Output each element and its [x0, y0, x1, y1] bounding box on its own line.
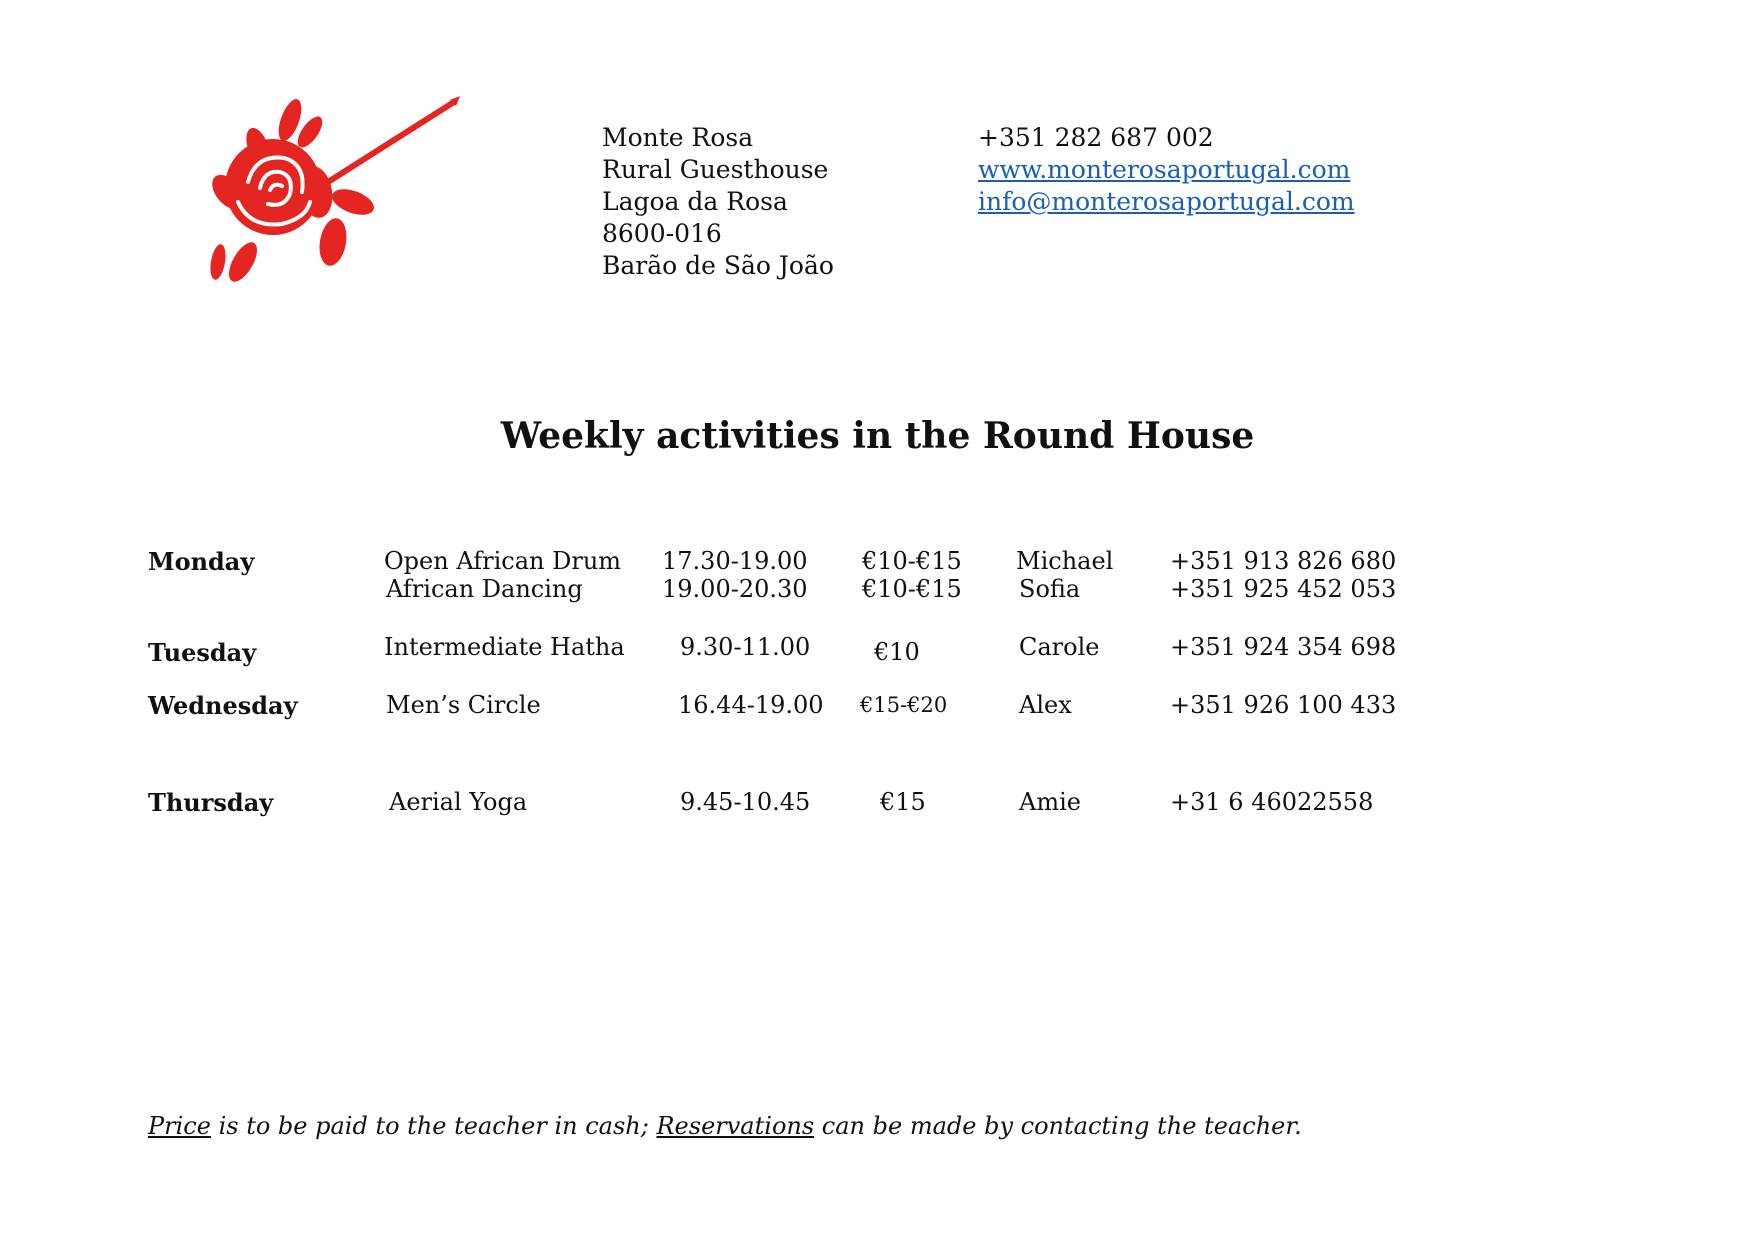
- footer-text: can be made by contacting the teacher.: [814, 1112, 1302, 1140]
- header-phone: +351 282 687 002: [978, 123, 1214, 152]
- address-line: Rural Guesthouse: [602, 155, 829, 184]
- activity-name: African Dancing: [386, 575, 583, 603]
- activity-name: Intermediate Hatha: [384, 633, 625, 661]
- day-label: Tuesday: [148, 638, 257, 667]
- contact-block: [978, 122, 1355, 218]
- price-word: Price: [148, 1112, 211, 1140]
- teacher-phone: +351 924 354 698: [1170, 633, 1397, 661]
- footer-text: is to be paid to the teacher in cash;: [210, 1112, 657, 1140]
- activity-name: Open African Drum: [384, 547, 622, 575]
- teacher-name: Carole: [1019, 633, 1100, 661]
- activity-time: 19.00-20.30: [662, 575, 808, 603]
- address-block: [602, 122, 834, 282]
- teacher-phone: +351 926 100 433: [1170, 691, 1397, 719]
- teacher-phone: +351 925 452 053: [1170, 575, 1397, 603]
- activity-price: €15: [880, 788, 926, 816]
- teacher-name: Sofia: [1019, 575, 1081, 603]
- address-line: 8600-016: [602, 219, 722, 248]
- day-label: Monday: [148, 547, 255, 576]
- teacher-name: Amie: [1019, 788, 1081, 816]
- teacher-phone: +351 913 826 680: [1170, 547, 1397, 575]
- reservations-word: Reservations: [656, 1112, 815, 1140]
- teacher-phone: +31 6 46022558: [1170, 788, 1374, 816]
- page-title: Weekly activities in the Round House: [500, 415, 1255, 457]
- activity-time: 16.44-19.00: [678, 691, 824, 719]
- activity-price: €10-€15: [862, 547, 962, 575]
- address-line: Barão de São João: [602, 251, 834, 280]
- rose-logo-icon: [198, 92, 468, 292]
- activity-name: Men’s Circle: [386, 691, 541, 719]
- activity-price: €10: [874, 638, 920, 666]
- address-line: Lagoa da Rosa: [602, 187, 788, 216]
- website-link[interactable]: www.monterosaportugal.com: [978, 155, 1351, 184]
- activity-price: €15-€20: [860, 693, 948, 717]
- day-label: Thursday: [148, 788, 274, 817]
- activity-name: Aerial Yoga: [389, 788, 528, 816]
- address-line: Monte Rosa: [602, 123, 754, 152]
- activity-price: €10-€15: [862, 575, 962, 603]
- day-label: Wednesday: [148, 691, 298, 720]
- activity-time: 9.30-11.00: [680, 633, 811, 661]
- footer-note: [148, 1112, 1302, 1140]
- activity-time: 17.30-19.00: [662, 547, 808, 575]
- activity-time: 9.45-10.45: [680, 788, 811, 816]
- teacher-name: Michael: [1016, 547, 1114, 575]
- email-link[interactable]: info@monterosaportugal.com: [978, 187, 1355, 216]
- teacher-name: Alex: [1019, 691, 1072, 719]
